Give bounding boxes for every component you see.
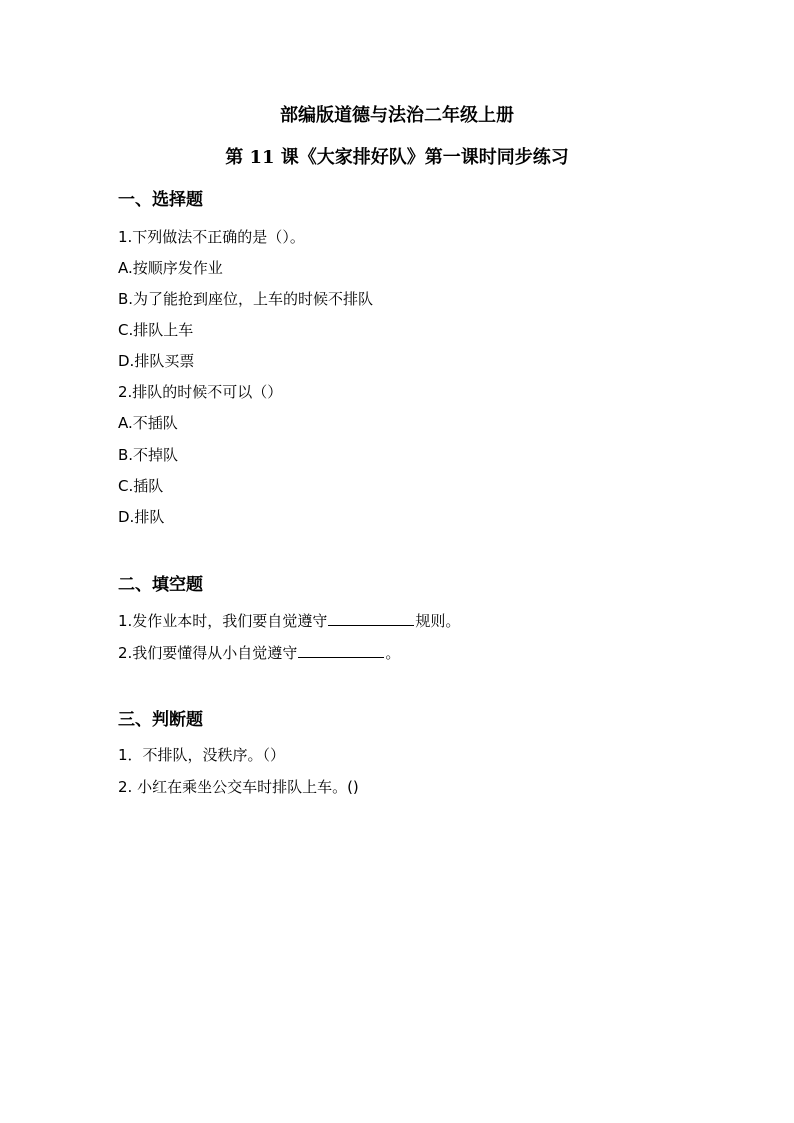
section-heading-judge: 三、判断题: [118, 710, 203, 730]
answer-option: A.不插队: [118, 414, 178, 432]
answer-blank[interactable]: [328, 611, 414, 626]
question-stem: 2.排队的时候不可以（）: [118, 383, 283, 401]
judge-question: 1．不排队，没秩序。（）: [118, 746, 286, 764]
fill-question: [118, 611, 460, 631]
page-title: 部编版道德与法治二年级上册: [280, 105, 514, 126]
section-heading-fill: 二、填空题: [118, 575, 203, 595]
answer-option: D.排队: [118, 508, 165, 526]
fill-question: [118, 643, 400, 663]
answer-option: A.按顺序发作业: [118, 259, 223, 277]
lesson-subtitle: 第 11 课《大家排好队》第一课时同步练习: [225, 147, 569, 168]
fill-question-text: 。: [385, 644, 401, 662]
answer-option: C.排队上车: [118, 321, 194, 339]
answer-option: B.为了能抢到座位，上车的时候不排队: [118, 290, 374, 308]
question-stem: 1.下列做法不正确的是（）。: [118, 228, 305, 246]
answer-blank[interactable]: [298, 643, 384, 658]
fill-question-text: 2.我们要懂得从小自觉遵守: [118, 644, 298, 662]
judge-question: 2. 小红在乘坐公交车时排队上车。(): [118, 778, 359, 796]
answer-option: C.插队: [118, 477, 164, 495]
section-heading-choice: 一、选择题: [118, 190, 203, 210]
answer-option: B.不掉队: [118, 446, 179, 464]
fill-question-text: 规则。: [415, 612, 461, 630]
fill-question-text: 1.发作业本时，我们要自觉遵守: [118, 612, 328, 630]
answer-option: D.排队买票: [118, 352, 195, 370]
